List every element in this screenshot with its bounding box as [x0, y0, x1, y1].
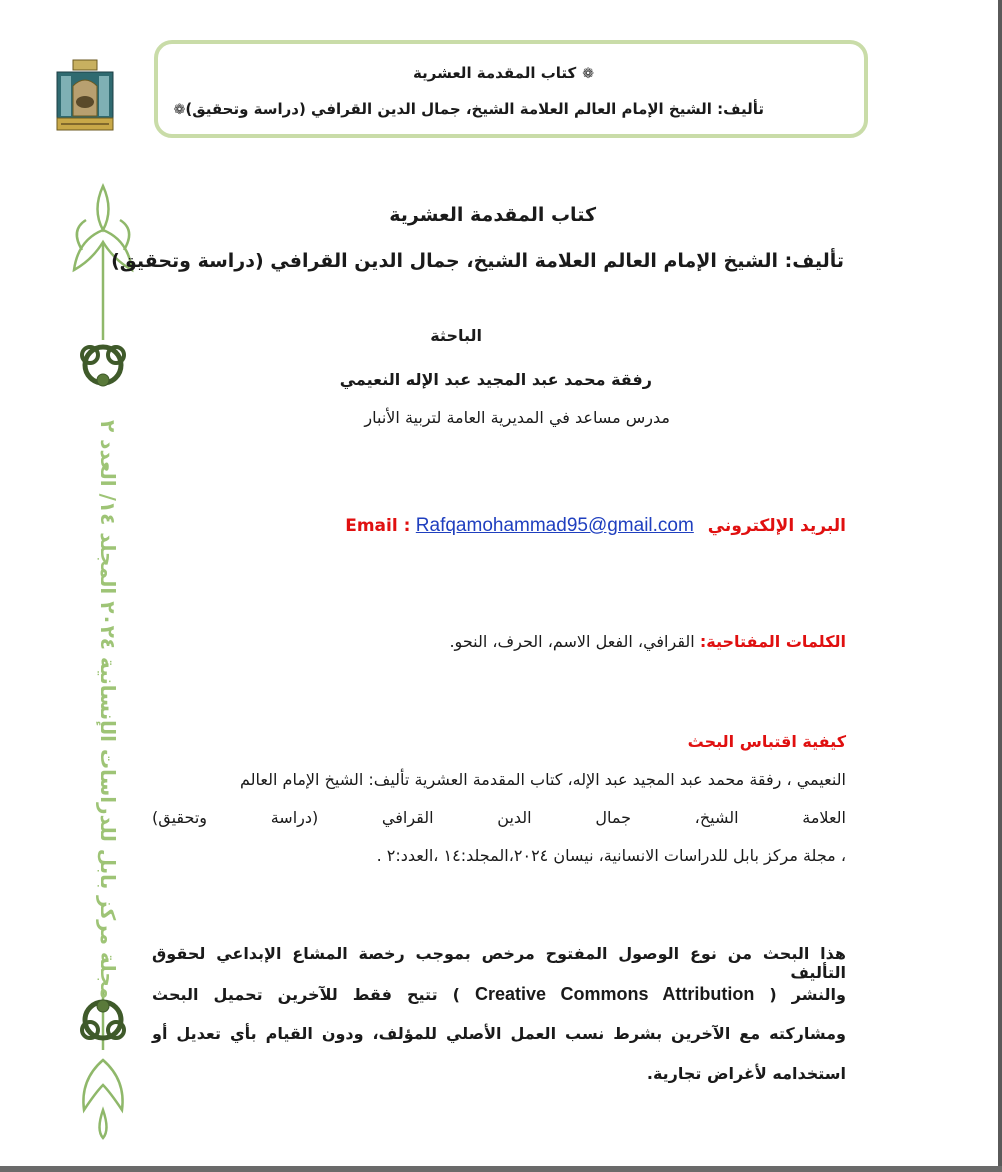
citation-title: كيفية اقتباس البحث	[687, 732, 846, 751]
email-label: البريد الإلكتروني Email :	[345, 516, 846, 536]
license-line: والنشر ( Creative Commons Attribution ) تتيح فقط للآخرين تحميل البحث	[152, 984, 846, 1004]
paper-title: كتاب المقدمة العشرية	[389, 204, 596, 226]
researcher-label: الباحثة	[430, 326, 482, 345]
header-line-1: ❁كتاب المقدمة العشرية	[413, 64, 594, 82]
page-edge-bottom	[0, 1166, 1002, 1172]
license-line: استخدامه لأغراض تجارية.	[646, 1064, 846, 1083]
keywords-text: القرافي، الفعل الاسم، الحرف، النحو.	[449, 632, 695, 651]
page-edge-right	[998, 0, 1002, 1172]
email-row	[345, 515, 846, 537]
keywords-label: الكلمات المفتاحية:	[699, 632, 846, 651]
researcher-name: رفقة محمد عبد المجيد عبد الإله النعيمي	[339, 370, 652, 389]
email-link[interactable]: Rafqamohammad95@gmail.com	[415, 515, 694, 536]
paper-subtitle: تأليف: الشيخ الإمام العالم العلامة الشيخ، جمال الدين القرافي (دراسة وتحقيق)	[111, 250, 844, 272]
citation-line: ، مجلة مركز بابل للدراسات الانسانية، نيسان ٢٠٢٤،المجلد:١٤ ،العدد:٢ .	[376, 846, 846, 865]
journal-logo	[55, 58, 115, 132]
citation-line: النعيمي ، رفقة محمد عبد المجيد عبد الإله، كتاب المقدمة العشرية تأليف: الشيخ الإمام العالم	[240, 770, 846, 789]
journal-vertical-title: مجلة مركز بابل للدراسات الإنسانية ٢٠٢٤ المجلد ١٤/ العدد ٢	[96, 420, 120, 1000]
keywords-row	[449, 632, 846, 651]
header-line-2: تأليف: الشيخ الإمام العالم العلامة الشيخ، جمال الدين القرافي (دراسة وتحقيق)❁	[173, 100, 764, 118]
license-name: Creative Commons Attribution	[475, 984, 755, 1004]
license-line: ومشاركته مع الآخرين بشرط نسب العمل الأصلي للمؤلف، ودون القيام بأي تعديل أو	[152, 1024, 846, 1043]
citation-line: العلامة الشيخ، جمال الدين القرافي (دراسة وتحقيق)	[152, 808, 846, 827]
ornament-icon: ❁	[173, 102, 186, 118]
ornament-icon: ❁	[582, 66, 594, 82]
researcher-position: مدرس مساعد في المديرية العامة لتربية الأنبار	[364, 408, 670, 427]
header-banner	[154, 40, 868, 138]
license-line: هذا البحث من نوع الوصول المفتوح مرخص بموجب رخصة المشاع الإبداعي لحقوق التأليف	[152, 944, 846, 982]
